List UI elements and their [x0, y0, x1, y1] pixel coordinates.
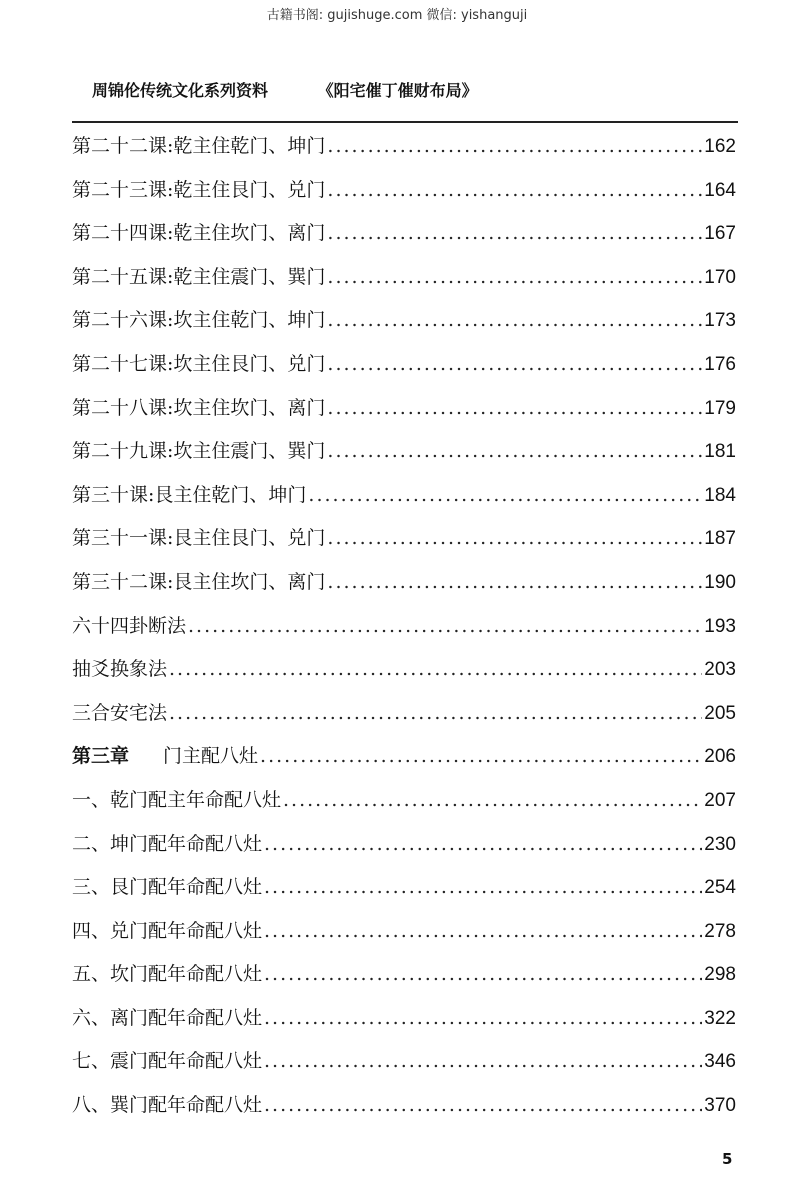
- series-title: 周锦伦传统文化系列资料: [92, 81, 269, 100]
- toc-entry: [72, 343, 736, 387]
- toc-dot-leader: [308, 474, 702, 518]
- toc-entry-page: 230: [704, 833, 736, 855]
- toc-entry: [72, 474, 736, 518]
- toc-dot-leader: [169, 648, 702, 692]
- toc-entry-title: [72, 387, 325, 431]
- toc-dot-leader: [264, 953, 702, 997]
- toc-entry-title: [72, 125, 325, 169]
- toc-entry: [72, 1040, 736, 1084]
- toc-entry-title-text: 六、离门配年命配八灶: [72, 1006, 263, 1029]
- watermark: 古籍书阁: gujishuge.com 微信: yishanguji: [266, 8, 528, 23]
- toc-entry-title-text: 第三十二课:艮主住坎门、离门: [72, 570, 326, 593]
- toc-dot-leader: [327, 212, 702, 256]
- toc-entry-title-text: 二、坤门配年命配八灶: [72, 832, 263, 855]
- toc-entry-title-text: 抽爻换象法: [72, 658, 168, 681]
- toc-entry: [72, 823, 736, 867]
- toc-dot-leader: [327, 517, 702, 561]
- toc-dot-leader: [327, 430, 702, 474]
- toc-entry-page: 206: [704, 746, 736, 768]
- toc-entry-title: [72, 1084, 262, 1128]
- table-of-contents: [72, 125, 736, 1128]
- toc-entry-title-text: 第二十八课:坎主住坎门、离门: [72, 396, 326, 419]
- header-rule: [72, 121, 738, 123]
- toc-dot-leader: [264, 1040, 702, 1084]
- toc-entry-title-text: 第二十三课:乾主住艮门、兑门: [72, 178, 326, 201]
- toc-dot-leader: [169, 692, 702, 736]
- toc-entry-title: [72, 648, 167, 692]
- toc-entry-title-text: 第二十九课:坎主住震门、巽门: [72, 440, 326, 463]
- toc-dot-leader: [264, 866, 702, 910]
- toc-entry-title-text: 三、艮门配年命配八灶: [72, 876, 263, 899]
- toc-entry: [72, 1084, 736, 1128]
- toc-entry-page: 187: [704, 528, 736, 550]
- toc-entry: [72, 910, 736, 954]
- toc-entry-page: 184: [704, 484, 736, 506]
- toc-entry: [72, 779, 736, 823]
- toc-chapter-label: 第三章: [72, 745, 130, 768]
- toc-entry-title-text: 第二十七课:坎主住艮门、兑门: [72, 352, 326, 375]
- toc-entry-title: [72, 1040, 262, 1084]
- toc-entry-title-text: 八、巽门配年命配八灶: [72, 1094, 263, 1117]
- toc-entry: [72, 997, 736, 1041]
- toc-entry: [72, 517, 736, 561]
- toc-entry-title: [72, 735, 258, 779]
- toc-entry: [72, 692, 736, 736]
- toc-entry-page: 193: [704, 615, 736, 637]
- toc-entry-page: 346: [704, 1051, 736, 1073]
- toc-entry-title-text: 一、乾门配主年命配八灶: [72, 788, 282, 811]
- toc-entry-title: [72, 997, 262, 1041]
- toc-entry: [72, 430, 736, 474]
- toc-entry-page: 176: [704, 353, 736, 375]
- toc-entry-title-text: 第三十课:艮主住乾门、坤门: [72, 483, 307, 506]
- toc-entry-page: 370: [704, 1095, 736, 1117]
- toc-entry-title: [72, 866, 262, 910]
- toc-dot-leader: [264, 997, 702, 1041]
- toc-entry-page: 179: [704, 397, 736, 419]
- toc-entry: [72, 387, 736, 431]
- toc-entry-page: 167: [704, 223, 736, 245]
- toc-entry: [72, 169, 736, 213]
- toc-entry-title: [72, 605, 186, 649]
- toc-entry-title-text: 第二十二课:乾主住乾门、坤门: [72, 135, 326, 157]
- toc-entry-page: 278: [704, 920, 736, 942]
- toc-entry-title-text: 五、坎门配年命配八灶: [72, 963, 263, 986]
- toc-entry: [72, 953, 736, 997]
- toc-entry-title-text: 第二十六课:坎主住乾门、坤门: [72, 309, 326, 332]
- toc-dot-leader: [327, 256, 702, 300]
- toc-entry: [72, 605, 736, 649]
- toc-entry-title: [72, 430, 325, 474]
- toc-entry-title-text: 六十四卦断法: [72, 614, 187, 637]
- toc-entry-title: [72, 910, 262, 954]
- toc-entry-page: 181: [704, 441, 736, 463]
- toc-entry-page: 162: [704, 136, 736, 157]
- toc-entry-page: 164: [704, 179, 736, 201]
- toc-dot-leader: [264, 910, 702, 954]
- toc-entry-page: 298: [704, 964, 736, 986]
- toc-entry-page: 170: [704, 266, 736, 288]
- toc-entry-title: [72, 823, 262, 867]
- toc-entry: [72, 256, 736, 300]
- toc-entry-page: 205: [704, 702, 736, 724]
- toc-entry-page: 254: [704, 877, 736, 899]
- toc-dot-leader: [327, 561, 702, 605]
- toc-entry-title-text: 七、震门配年命配八灶: [72, 1050, 263, 1073]
- toc-entry: [72, 561, 736, 605]
- toc-dot-leader: [327, 343, 702, 387]
- toc-dot-leader: [327, 387, 702, 431]
- toc-dot-leader: [264, 823, 702, 867]
- toc-entry-page: 203: [704, 659, 736, 681]
- toc-entry-title: [72, 299, 325, 343]
- toc-entry-title: [72, 212, 325, 256]
- toc-entry-title: [72, 779, 281, 823]
- toc-entry: [72, 866, 736, 910]
- toc-dot-leader: [327, 299, 702, 343]
- toc-entry-title: [72, 256, 325, 300]
- running-header: [92, 78, 478, 101]
- toc-entry-title: [72, 474, 306, 518]
- toc-entry-title: [72, 692, 167, 736]
- toc-entry: [72, 648, 736, 692]
- toc-dot-leader: [283, 779, 702, 823]
- toc-entry-title: [72, 953, 262, 997]
- toc-entry-title-text: 第三十一课:艮主住艮门、兑门: [72, 527, 326, 550]
- toc-dot-leader: [264, 1084, 702, 1128]
- page-number: 5: [722, 1150, 733, 1168]
- toc-entry-page: 173: [704, 310, 736, 332]
- toc-entry-page: 207: [704, 789, 736, 811]
- toc-entry: [72, 735, 736, 779]
- toc-entry: [72, 299, 736, 343]
- toc-dot-leader: [188, 605, 702, 649]
- book-title: 《阳宅催丁催财布局》: [317, 81, 478, 100]
- toc-entry-title-text: 三合安宅法: [72, 701, 168, 724]
- toc-entry-title-text: 四、兑门配年命配八灶: [72, 919, 263, 942]
- toc-entry-title: [72, 517, 325, 561]
- toc-entry: [72, 212, 736, 256]
- toc-entry-title: [72, 343, 325, 387]
- toc-entry-title: [72, 169, 325, 213]
- toc-entry: [72, 125, 736, 169]
- toc-dot-leader: [260, 735, 702, 779]
- toc-entry-page: 322: [704, 1007, 736, 1029]
- toc-entry-page: 190: [704, 571, 736, 593]
- toc-entry-title-text: 第二十五课:乾主住震门、巽门: [72, 265, 326, 288]
- toc-dot-leader: [327, 125, 702, 169]
- toc-entry-title-text: 门主配八灶: [163, 745, 259, 768]
- toc-dot-leader: [327, 169, 702, 213]
- toc-entry-title-text: 第二十四课:乾主住坎门、离门: [72, 222, 326, 245]
- toc-entry-title: [72, 561, 325, 605]
